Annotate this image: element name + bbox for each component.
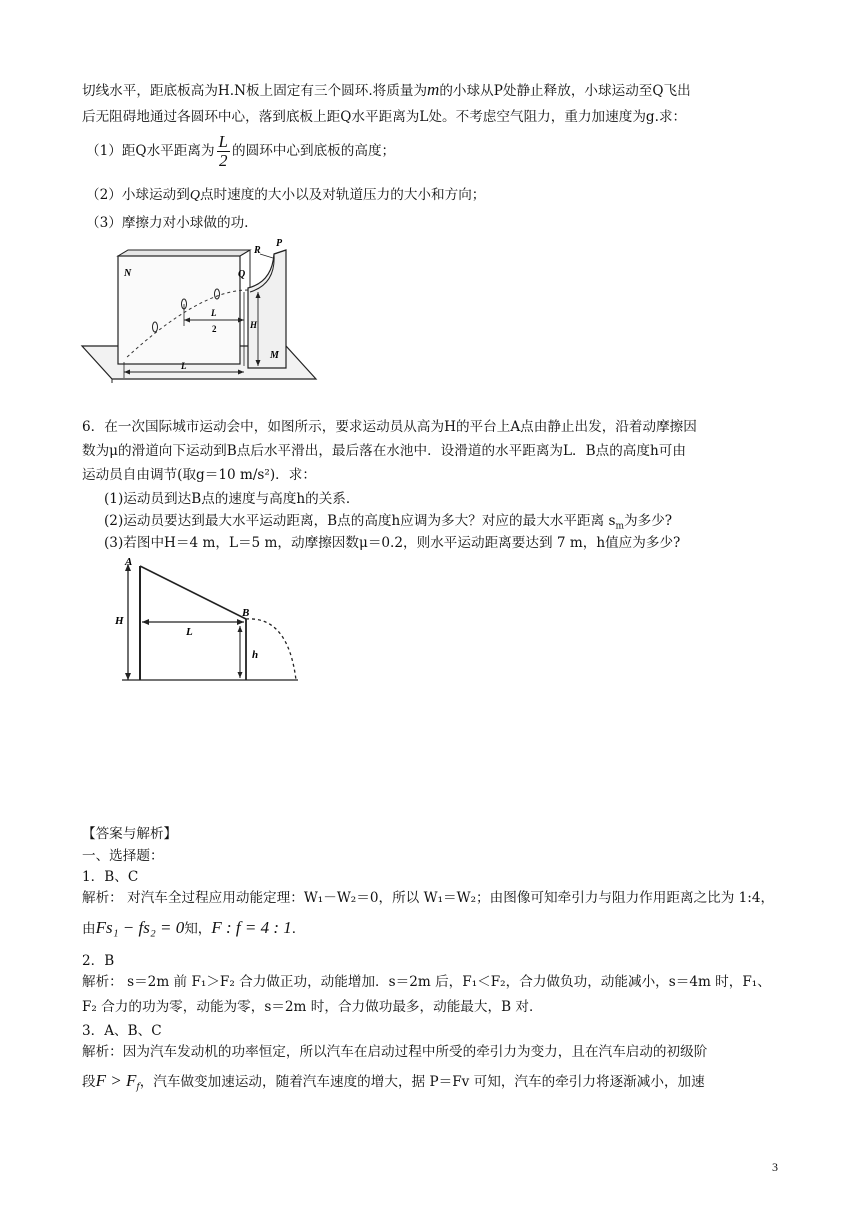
mass-variable: m — [427, 80, 440, 99]
p5-question1 — [86, 133, 395, 170]
p5-q2-head: （2）小球运动到 — [86, 187, 190, 203]
answer-2-explanation-1: 解析： s＝2m 前 F₁＞F₂ 合力做正功，动能增加．s＝2m 后，F₁＜F₂，合力做负功，动能减小，s＝4m 时，F₁、 — [82, 974, 771, 990]
frac-num: L — [218, 132, 229, 151]
p5-line1 — [82, 80, 691, 101]
p6-q2-head: (2)运动员要达到最大水平运动距离，B点的高度h应调为多大？对应的最大水平距离 s — [104, 513, 616, 529]
label-H: H — [250, 320, 258, 330]
section-choice: 一、选择题： — [82, 848, 164, 864]
answer-3: 3．A、B、C — [82, 1023, 162, 1039]
p6-question1: (1)运动员到达B点的速度与高度h的关系． — [104, 491, 360, 507]
frac-den: 2 — [219, 151, 228, 170]
label-A: A — [125, 556, 133, 568]
p6-line2: 数为μ的滑道向下运动到B点后水平滑出，最后落在水池中．设滑道的水平距离为L．B点的高度h可由 — [82, 443, 686, 459]
answer-2-explanation-2: F₂ 合力的功为零，动能为零，s＝2m 时，合力做功最多，动能最大，B 对． — [82, 999, 543, 1015]
figure-track-and-rings — [80, 238, 320, 383]
label-B: B — [242, 607, 250, 619]
p5-q1-tail: 的圆环中心到底板的高度； — [232, 143, 396, 159]
label-H: H — [115, 615, 124, 627]
a1-eq-head: 由 — [82, 921, 96, 937]
label-R: R — [254, 245, 261, 256]
equation-force: F > F — [95, 1071, 137, 1090]
p6-question3: (3)若图中H＝4 m，L＝5 m，动摩擦因数μ＝0.2，则水平运动距离要达到 7 m，h值应为多少? — [104, 535, 681, 551]
label-L: L — [186, 626, 193, 638]
answer-2: 2．B — [82, 953, 115, 969]
p6-line1: 6．在一次国际城市运动会中，如图所示，要求运动员从高为H的平台上A点由静止出发，沿着动摩擦因 — [82, 419, 697, 435]
label-L: L — [181, 361, 187, 371]
a1-eq-tail: ． — [291, 921, 306, 937]
equation-work: Fs₁ − fs₂ = 0 — [95, 918, 185, 937]
p5-line1-tail: 的小球从P处静止释放，小球运动至Q飞出 — [439, 83, 691, 99]
p6-line3: 运动员自由调节(取g＝10 m/s²)．求： — [82, 467, 316, 483]
figure-slide-ramp — [112, 556, 302, 686]
p5-q2-tail: 点时速度的大小以及对轨道压力的大小和方向； — [199, 187, 486, 203]
label-Q: Q — [238, 269, 246, 280]
page-number: 3 — [772, 1160, 778, 1174]
label-N: N — [124, 268, 132, 279]
p5-question3: （3）摩擦力对小球做的功. — [86, 215, 249, 231]
a3-head: 段 — [82, 1074, 96, 1090]
answer-1-equation-line — [82, 918, 305, 939]
answers-header: 【答案与解析】 — [82, 826, 178, 842]
q-variable: Q — [189, 188, 200, 203]
answer-3-explanation-1: 解析：因为汽车发动机的功率恒定，所以汽车在启动过程中所受的牵引力为变力，且在汽车启动的初级阶 — [82, 1044, 708, 1060]
answer-1-explanation: 解析： 对汽车全过程应用动能定理：W₁－W₂＝0，所以 W₁＝W₂；由图像可知牵引力与阻力作用距离之比为 1:4， — [82, 890, 775, 906]
label-h: h — [252, 649, 259, 661]
p5-line2: 后无阻碍地通过各圆环中心，落到底板上距Q水平距离为L处。不考虑空气阻力，重力加速度为g.求： — [82, 109, 687, 125]
p5-question2 — [86, 185, 485, 206]
a3-tail: ，汽车做变加速运动，随着汽车速度的增大，据 P＝Fv 可知，汽车的牵引力将逐渐减小，加速 — [139, 1074, 705, 1090]
label-half-L-den: 2 — [212, 324, 217, 334]
label-P: P — [276, 238, 283, 249]
label-M: M — [270, 350, 279, 361]
p6-q2-sub: m — [615, 521, 625, 532]
answer-1: 1．B、C — [82, 869, 139, 885]
label-half-L-num: L — [211, 308, 217, 318]
equation-ratio: F : f = 4 : 1 — [211, 918, 292, 937]
equation-force-sub: f — [136, 1082, 140, 1093]
answer-3-explanation-2 — [82, 1071, 705, 1098]
p5-line1-text: 切线水平，距底板高为H.N板上固定有三个圆环.将质量为 — [82, 83, 428, 99]
a1-eq-mid: 知， — [184, 921, 212, 937]
p6-q2-tail: 为多少? — [624, 513, 673, 529]
p5-q1-head: （1）距Q水平距离为 — [86, 143, 215, 159]
fraction-L-over-2 — [217, 133, 230, 170]
